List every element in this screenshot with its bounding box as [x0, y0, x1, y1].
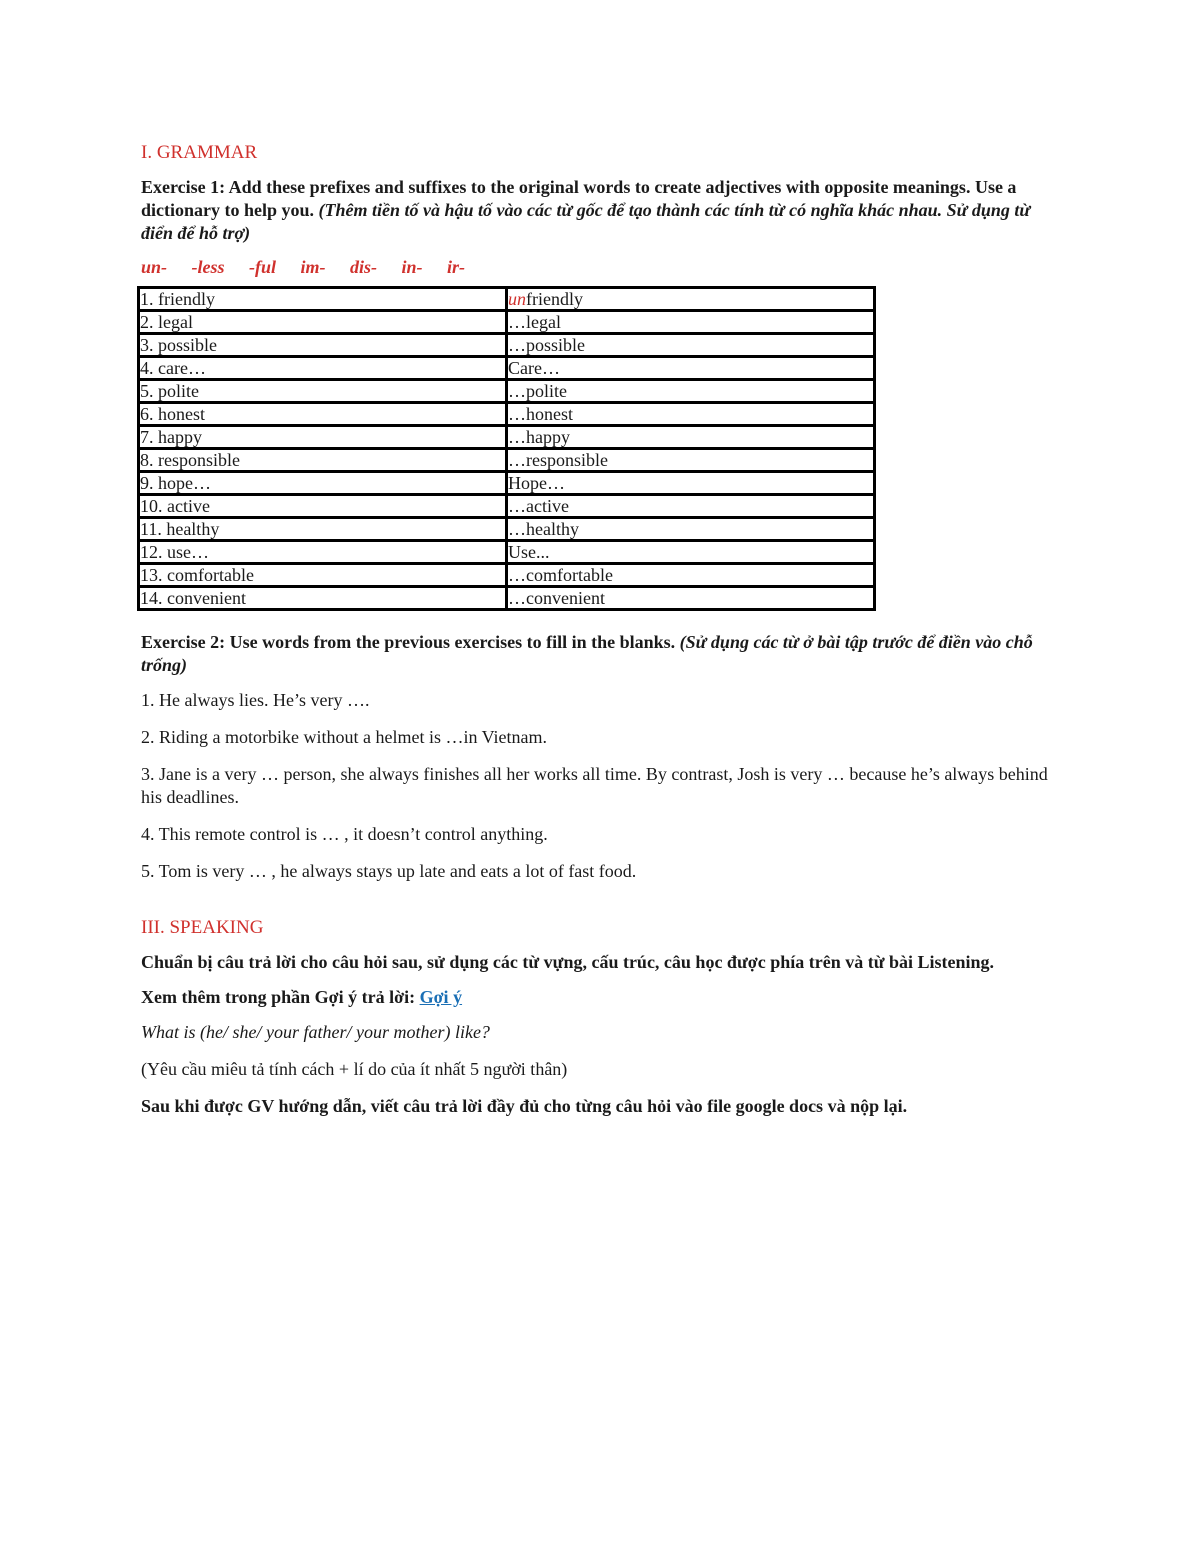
original-word: 11. healthy: [139, 518, 507, 541]
original-word: 3. possible: [139, 334, 507, 357]
answer-word: …convenient: [507, 587, 875, 610]
answer-word: Use...: [507, 541, 875, 564]
original-word: 10. active: [139, 495, 507, 518]
answer-word: …polite: [507, 380, 875, 403]
speaking-requirement: (Yêu cầu miêu tả tính cách + lí do của ít nhất 5 người thân): [141, 1059, 568, 1079]
exercise-2-question: 1. He always lies. He’s very ….: [141, 690, 370, 710]
prefix-answer: un: [508, 289, 526, 309]
speaking-question: What is (he/ she/ your father/ your mother) like?: [141, 1022, 490, 1042]
table-row: [139, 564, 875, 587]
speaking-final-instruction: Sau khi được GV hướng dẫn, viết câu trả lời đầy đủ cho từng câu hỏi vào file google docs và nộp lại.: [141, 1096, 908, 1116]
section-spacer: [141, 897, 1061, 917]
answer-word: friendly: [526, 289, 583, 309]
affix-item: un-: [141, 257, 168, 277]
exercise-2-instruction: [141, 631, 1061, 677]
answer-word: …honest: [507, 403, 875, 426]
answer-word: …legal: [507, 311, 875, 334]
exercise-2-question: 4. This remote control is … , it doesn’t control anything.: [141, 824, 548, 844]
table-row: [139, 334, 875, 357]
table-row: [139, 403, 875, 426]
answer-word: …responsible: [507, 449, 875, 472]
original-word: 8. responsible: [139, 449, 507, 472]
original-word: 14. convenient: [139, 587, 507, 610]
table-row: [139, 495, 875, 518]
table-row: [139, 449, 875, 472]
answer-word: …healthy: [507, 518, 875, 541]
answer-cell: [507, 288, 875, 311]
affix-item: in-: [401, 257, 423, 277]
affix-list: [141, 257, 1061, 278]
table-row: [139, 311, 875, 334]
speaking-heading: III. SPEAKING: [141, 917, 264, 938]
original-word: 4. care…: [139, 357, 507, 380]
exercise-2-translation: (Sử dụng các từ ở bài tập trước để điền vào chỗ trống): [141, 632, 1033, 675]
document-content: [141, 142, 1061, 1130]
word-table: [137, 286, 876, 611]
speaking-hint: [141, 986, 1061, 1009]
answer-word: …active: [507, 495, 875, 518]
original-word: 13. comfortable: [139, 564, 507, 587]
exercise-2-text: Exercise 2: Use words from the previous exercises to fill in the blanks.: [141, 632, 676, 652]
table-row: [139, 380, 875, 403]
table-row: [139, 518, 875, 541]
answer-word: Hope…: [507, 472, 875, 495]
table-row: [139, 541, 875, 564]
hint-label: Xem thêm trong phần Gợi ý trả lời:: [141, 987, 416, 1007]
exercise-1-text: Exercise 1: Add these prefixes and suffixes to the original words to create adjectives with opposite meanings. Use a dictionary to help you.: [141, 177, 1017, 220]
affix-item: dis-: [350, 257, 378, 277]
original-word: 7. happy: [139, 426, 507, 449]
table-row: [139, 472, 875, 495]
table-row: [139, 357, 875, 380]
exercise-2-question: 3. Jane is a very … person, she always finishes all her works all time. By contrast, Josh is very … because he’s always behind his deadlines.: [141, 764, 1048, 807]
affix-item: ir-: [447, 257, 466, 277]
speaking-prepare: Chuẩn bị câu trả lời cho câu hỏi sau, sử dụng các từ vựng, cấu trúc, câu học được phía trên và từ bài Listening.: [141, 952, 995, 972]
original-word: 1. friendly: [139, 288, 507, 311]
answer-word: …happy: [507, 426, 875, 449]
original-word: 12. use…: [139, 541, 507, 564]
original-word: 6. honest: [139, 403, 507, 426]
table-row: [139, 587, 875, 610]
original-word: 9. hope…: [139, 472, 507, 495]
answer-word: …possible: [507, 334, 875, 357]
affix-item: im-: [300, 257, 326, 277]
hint-link[interactable]: Gợi ý: [419, 987, 463, 1007]
original-word: 2. legal: [139, 311, 507, 334]
table-row: [139, 426, 875, 449]
grammar-heading: I. GRAMMAR: [141, 142, 258, 163]
exercise-1-instruction: [141, 176, 1061, 245]
exercise-2-question: 5. Tom is very … , he always stays up late and eats a lot of fast food.: [141, 861, 637, 881]
exercise-2-question: 2. Riding a motorbike without a helmet is …in Vietnam.: [141, 727, 548, 747]
affix-item: -less: [191, 257, 225, 277]
affix-item: -ful: [249, 257, 277, 277]
answer-word: …comfortable: [507, 564, 875, 587]
original-word: 5. polite: [139, 380, 507, 403]
answer-word: Care…: [507, 357, 875, 380]
exercise-1-translation: (Thêm tiền tố và hậu tố vào các từ gốc để tạo thành các tính từ có nghĩa khác nhau. Sử dụng từ điển để hỗ trợ): [141, 200, 1031, 243]
table-row: [139, 288, 875, 311]
